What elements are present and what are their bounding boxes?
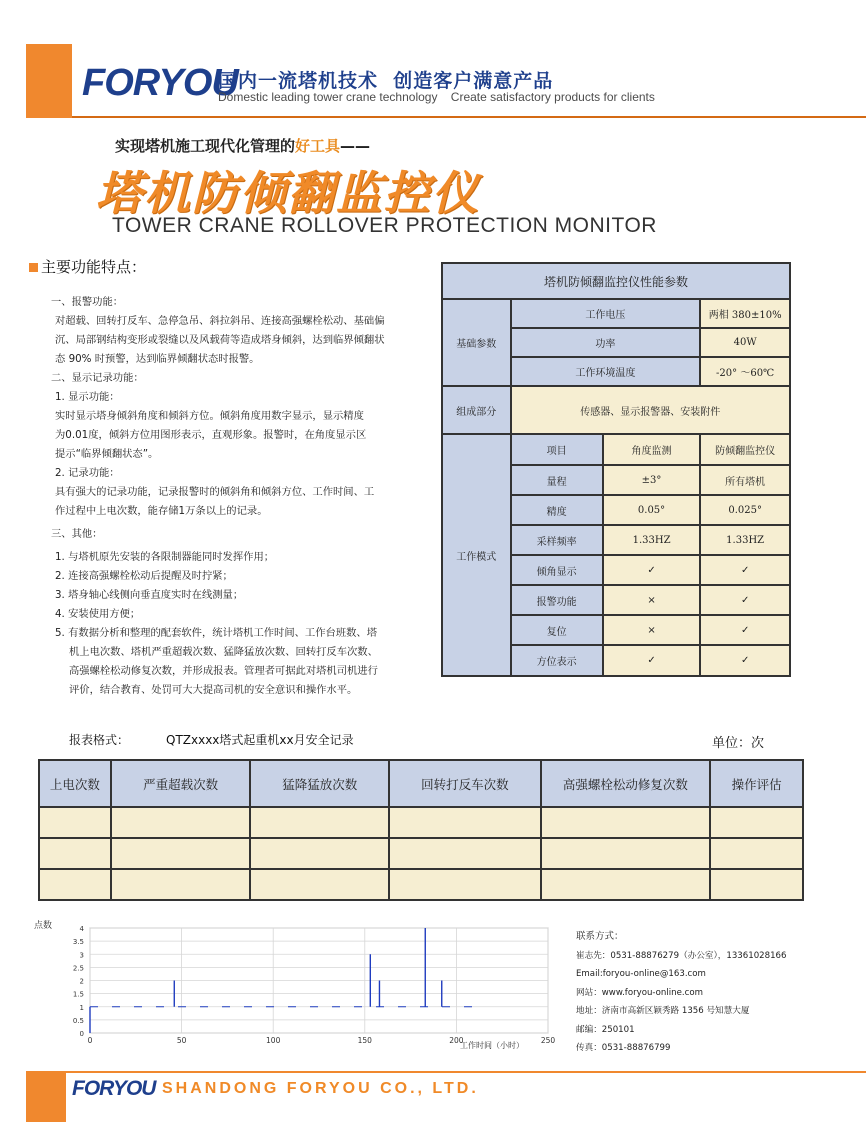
spec-mode-header: 防倾翻监控仪 [700,434,790,465]
spec-mode-cell: 所有塔机 [700,465,790,495]
contact-line: Email:foryou-online@163.com [576,969,706,979]
product-title-en: TOWER CRANE ROLLOVER PROTECTION MONITOR [112,214,657,237]
feature-line: 3. 塔身轴心线侧向垂直度实时在线测量； [55,589,244,601]
chart-y-tick-label: 0 [79,1030,84,1038]
chart-y-tick-label: 3.5 [72,938,84,947]
report-cell [39,869,111,900]
chart-y-tick-label: 0.5 [72,1016,84,1025]
report-cell [710,869,803,900]
product-tagline [115,135,370,156]
spec-compose-value: 传感器、显示报警器、安装附件 [511,386,791,434]
feature-line: 实时显示塔身倾斜角度和倾斜方位。倾斜角度用数字显示，显示精度 [55,410,364,422]
check-icon: ✓ [700,645,790,676]
spec-mode-cell: 1.33HZ [603,525,701,555]
chart-y-tick-label: 3 [79,951,84,960]
feature-line: 沉、局部钢结构变形或裂缝以及风载荷等造成塔身倾斜，达到临界倾翻状 [55,334,385,346]
report-cell [710,838,803,869]
report-cell [389,838,541,869]
header-rule [72,116,866,118]
product-title-cn: 塔机防倾翻监控仪 [96,166,480,220]
chart-x-tick-label: 50 [176,1036,187,1045]
report-cell [541,807,711,838]
contact-line: 传真：0531-88876799 [576,1043,671,1053]
spec-mode-item: 采样频率 [511,525,603,555]
check-icon: ✓ [700,555,790,585]
contact-line: 崔志先：0531-88876279（办公室），13361028166 [576,950,787,961]
spec-row-value: 两相 380±10% [700,299,790,328]
check-icon: ✓ [603,645,701,676]
report-record-title: QTZxxxx塔式起重机xx月安全记录 [166,733,354,747]
footer-orange-bar [26,1071,66,1122]
report-col-header: 上电次数 [39,760,111,807]
table-row [39,838,803,869]
feature-line: 态 90% 时预警，达到临界倾翻状态时报警。 [55,353,260,365]
feature-line: 评价，结合教育、处罚可大大提高司机的安全意识和操作水平。 [69,684,358,696]
report-unit: 单位：次 [712,736,765,751]
spec-mode-header: 角度监测 [603,434,701,465]
report-cell [389,869,541,900]
feature-line: 4. 安装使用方便； [55,608,141,620]
report-cell [250,869,389,900]
company-logo: FORYOU [82,62,238,104]
chart-x-tick-label: 100 [266,1036,281,1045]
feature-line: 一、报警功能： [51,296,124,308]
chart-y-tick-label: 2 [79,977,84,986]
report-cell [111,838,251,869]
chart-y-tick-label: 2.5 [72,964,84,973]
report-cell [541,838,711,869]
report-cell [111,807,251,838]
check-icon: ✓ [603,555,701,585]
spec-mode-cell: 0.025° [700,495,790,525]
spec-table [441,262,791,677]
spec-row-name: 工作电压 [511,299,701,328]
spec-mode-cell: 0.05° [603,495,701,525]
cross-icon: × [603,615,701,645]
spec-mode-item: 方位表示 [511,645,603,676]
feature-line: 机上电次数、塔机严重超载次数、猛降猛放次数、回转打反车次数、 [69,646,378,658]
chart-x-tick-label: 150 [357,1036,372,1045]
spec-mode-cell: ±3° [603,465,701,495]
spec-row-name: 工作环境温度 [511,357,701,386]
header-orange-bar [26,44,72,118]
feature-line: 2. 记录功能： [55,467,120,479]
report-cell [39,807,111,838]
chart-ylabel: 点数 [34,921,53,931]
chart-x-tick-label: 200 [449,1036,464,1045]
feature-line: 1. 与塔机原先安装的各限制器能同时发挥作用； [55,551,275,563]
tagline-prefix: 实现塔机施工现代化管理的 [115,137,296,155]
features-list [51,293,425,700]
footer-company-name: SHANDONG FORYOU CO., LTD. [162,1080,479,1097]
spec-row-value: 40W [700,328,790,357]
tagline-highlight: 好工具 [295,137,341,155]
feature-line: 1. 显示功能： [55,391,120,403]
report-col-header: 严重超载次数 [111,760,251,807]
chart-x-tick-label: 250 [540,1036,556,1045]
chart-y-tick-label: 1.5 [72,990,84,999]
feature-line: 为0.01度，倾斜方位用图形表示，直观形象。报警时，在角度显示区 [55,429,367,441]
cross-icon: × [603,585,701,615]
report-col-header: 猛降猛放次数 [250,760,389,807]
contact-line: 网站：www.foryou-online.com [576,987,703,998]
feature-line: 对超载、回转打反车、急停急吊、斜拉斜吊、连接高强螺栓松动、基础偏 [55,315,385,327]
report-cell [250,838,389,869]
chart-xlabel: 工作时间（小时） [460,1041,524,1050]
spec-table-title: 塔机防倾翻监控仪性能参数 [442,263,790,299]
feature-line: 具有强大的记录功能，记录报警时的倾斜角和倾斜方位、工作时间、工 [55,486,375,498]
report-cell [39,838,111,869]
footer-logo: FORYOU [72,1077,156,1100]
spec-mode-item: 复位 [511,615,603,645]
contact-block [576,928,787,1058]
tilt-chart [28,910,588,1060]
feature-line: 2. 连接高强螺栓松动后提醒及时拧紧； [55,570,233,582]
report-col-header: 回转打反车次数 [389,760,541,807]
table-row [39,807,803,838]
chart-y-tick-label: 1 [79,1003,84,1012]
spec-mode-cell: 1.33HZ [700,525,790,555]
spec-row-value: -20° ～60℃ [700,357,790,386]
spec-basic-label: 基础参数 [442,299,511,386]
report-table [38,759,804,901]
feature-line: 提示“临界倾翻状态”。 [55,448,159,460]
spec-row-name: 功率 [511,328,701,357]
spec-mode-header: 项目 [511,434,603,465]
contact-heading: 联系方式： [576,931,624,942]
contact-line: 邮编：250101 [576,1024,635,1035]
footer-rule [66,1071,866,1073]
feature-line: 作过程中上电次数，能存储1万条以上的记录。 [55,505,268,517]
feature-line: 三、其他： [51,528,103,540]
report-cell [710,807,803,838]
spec-mode-item: 倾角显示 [511,555,603,585]
slogan-english: Domestic leading tower crane technology Create satisfactory products for clients [218,90,655,104]
bullet-square-icon [29,263,38,272]
feature-line: 5. 有数据分析和整理的配套软件，统计塔机工作时间、工作台班数、塔 [55,627,378,639]
report-cell [389,807,541,838]
spec-mode-item: 量程 [511,465,603,495]
spec-compose-label: 组成部分 [442,386,511,434]
report-format-label: 报表格式： [69,733,130,747]
chart-y-tick-label: 4 [79,925,84,933]
report-cell [541,869,711,900]
spec-mode-item: 报警功能 [511,585,603,615]
report-cell [250,807,389,838]
chart-x-tick-label: 0 [87,1036,93,1045]
report-col-header: 高强螺栓松动修复次数 [541,760,711,807]
feature-line: 二、显示记录功能： [51,372,144,384]
features-heading: 主要功能特点： [29,256,146,277]
report-cell [111,869,251,900]
slogan-chinese: 国内一流塔机技术 创造客户满意产品 [218,70,554,92]
feature-line: 高强螺栓松动修复次数，并形成报表。管理者可据此对塔机司机进行 [69,665,378,677]
spec-mode-label: 工作模式 [442,434,511,676]
check-icon: ✓ [700,615,790,645]
tagline-dash: —— [340,137,371,155]
check-icon: ✓ [700,585,790,615]
spec-mode-item: 精度 [511,495,603,525]
contact-line: 地址：济南市高新区颖秀路 1356 号知慧大厦 [576,1006,750,1016]
table-row [39,869,803,900]
report-col-header: 操作评估 [710,760,803,807]
